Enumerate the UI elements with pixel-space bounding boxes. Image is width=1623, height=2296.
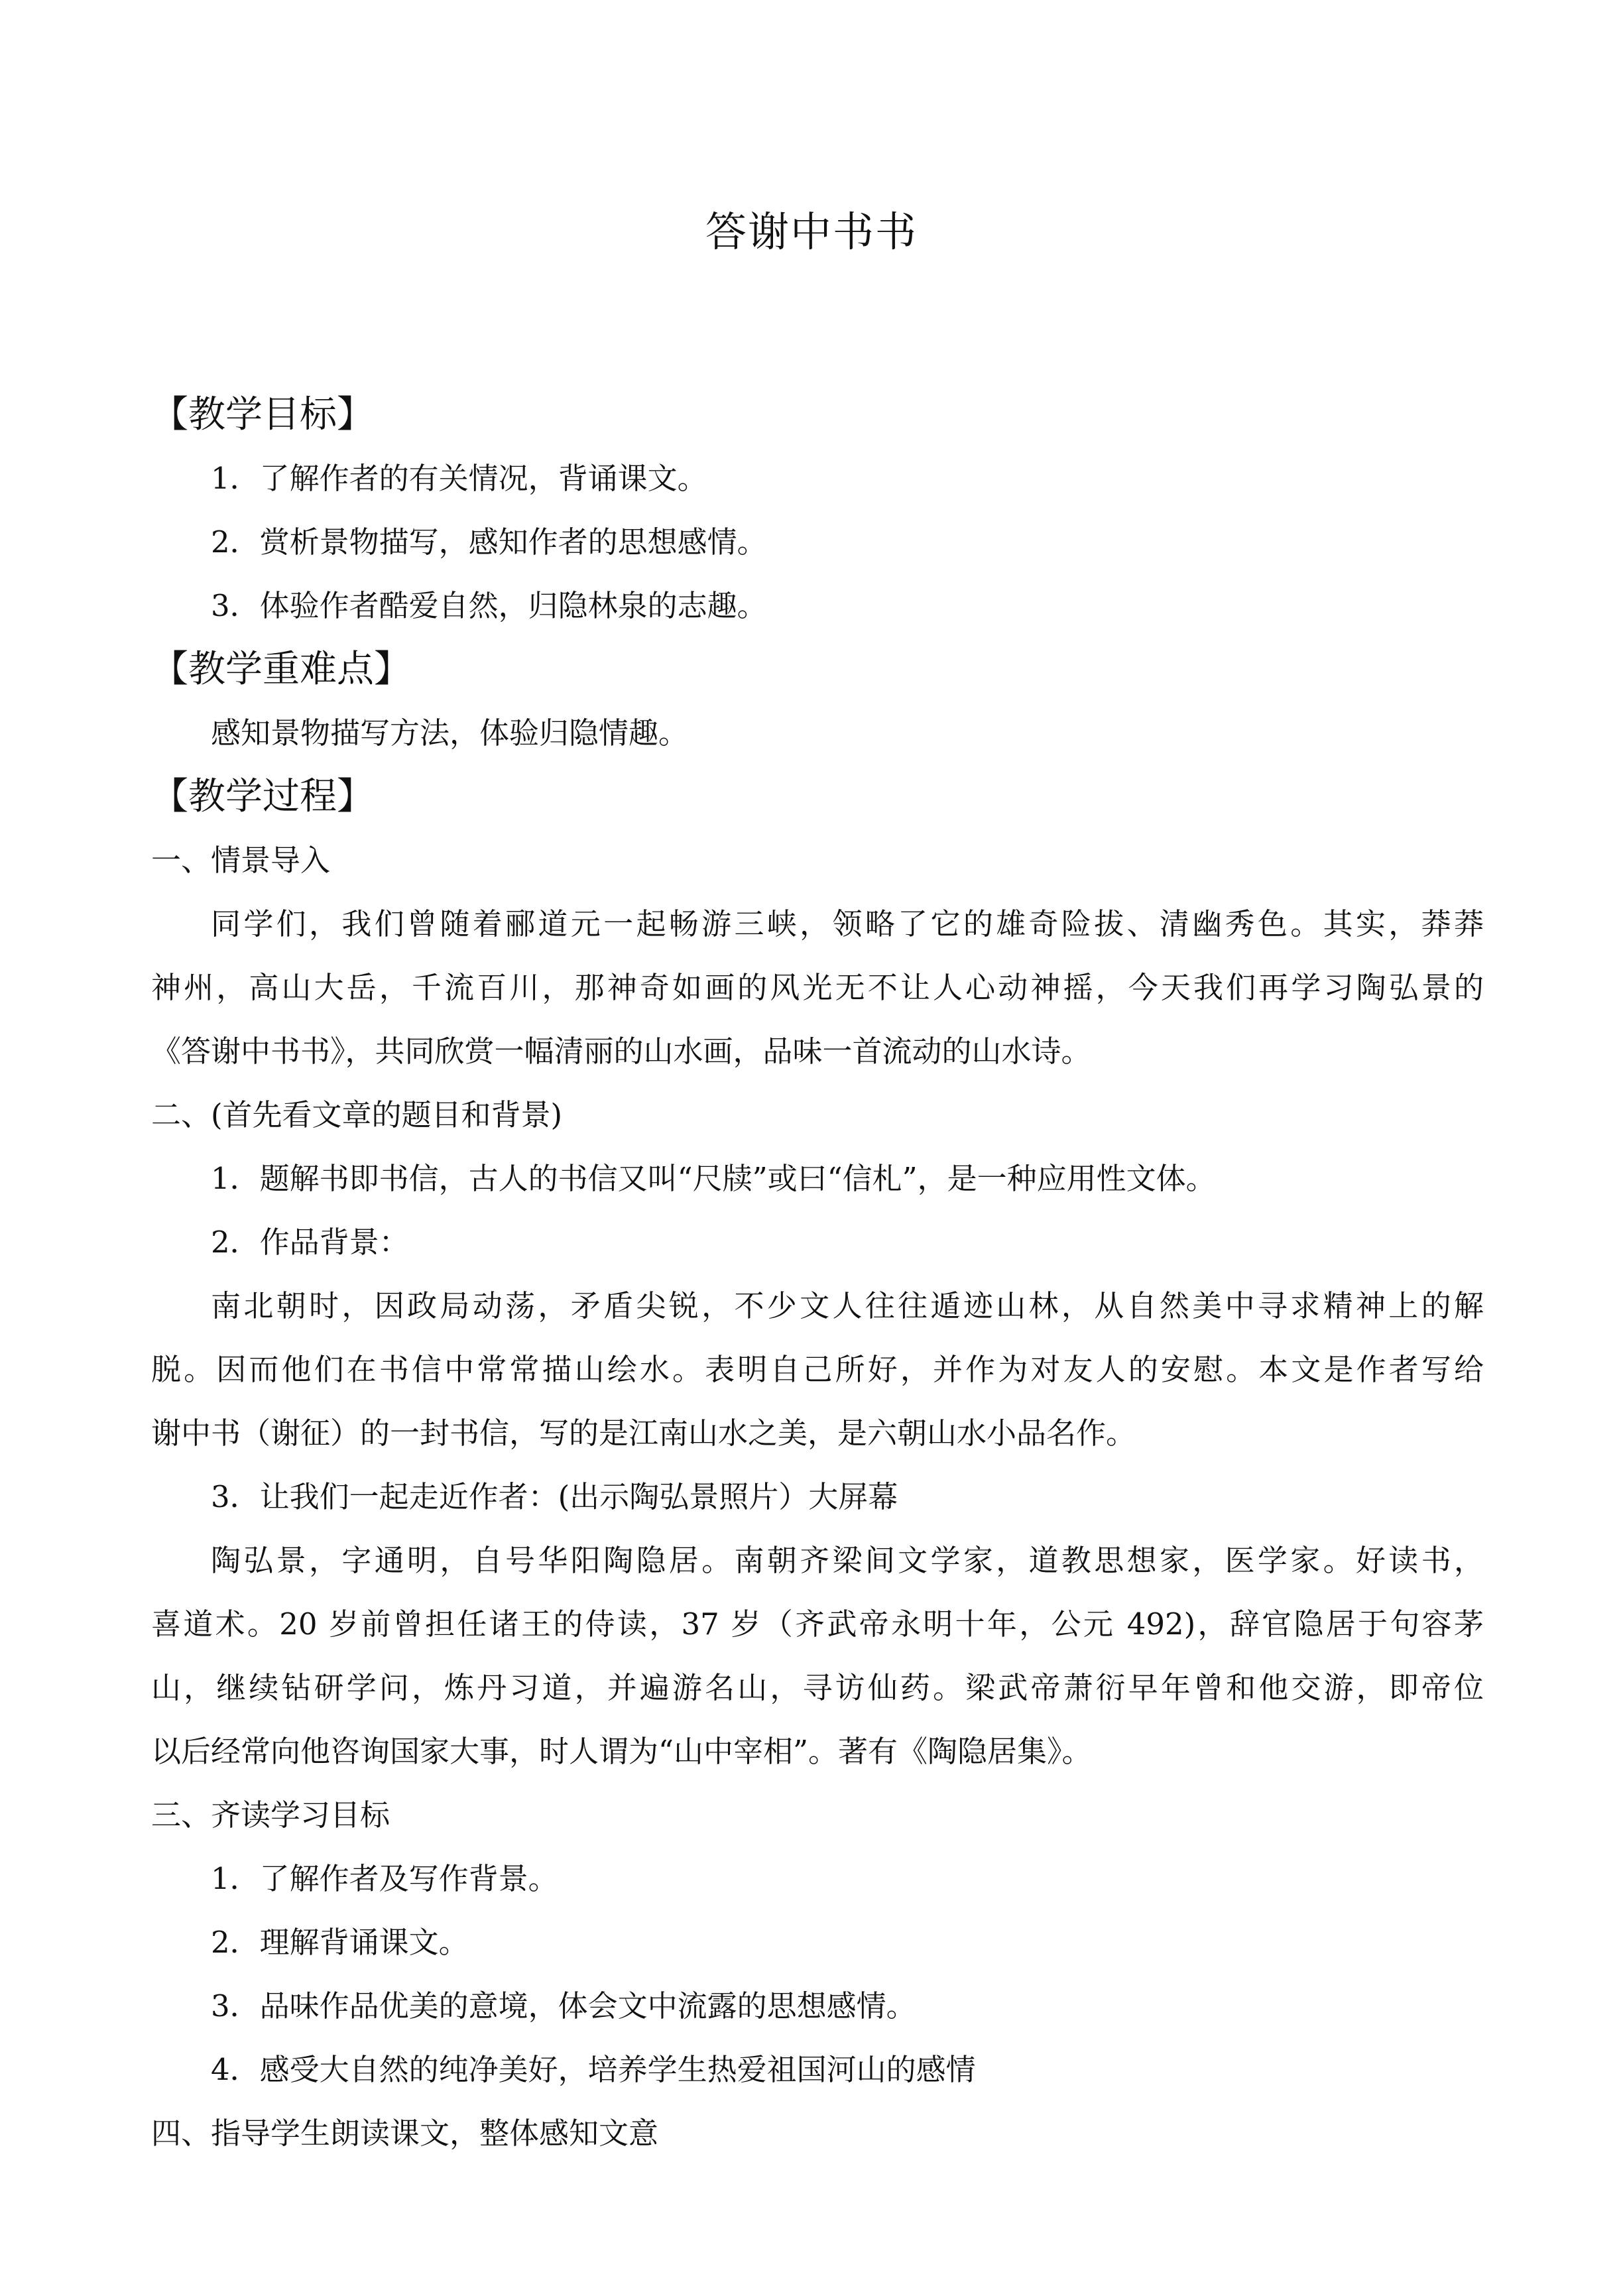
paragraph-line: 谢中书（谢征）的一封书信，写的是江南山水之美，是六朝山水小品名作。 (151, 1416, 1136, 1451)
document-body (151, 383, 1484, 2165)
goal-item: 2．赏析景物描写，感知作者的思想感情。 (211, 524, 767, 560)
reading-goal-item: 3．品味作品优美的意境，体会文中流露的思想感情。 (211, 1988, 916, 2024)
background-item: 3．让我们一起走近作者：(出示陶弘景照片）大屏幕 (211, 1479, 898, 1514)
section-heading-goals: 【教学目标】 (151, 393, 374, 436)
part-title-intro: 一、情景导入 (151, 843, 331, 878)
paragraph-line: 陶弘景，字通明，自号华阳陶隐居。南朝齐梁间文学家，道教思想家，医学家。好读书， (211, 1543, 1484, 1578)
paragraph-line: 南北朝时，因政局动荡，矛盾尖锐，不少文人往往遁迹山林，从自然美中寻求精神上的解 (211, 1288, 1484, 1323)
page-title: 答谢中书书 (705, 208, 918, 256)
background-item: 1．题解书即书信，古人的书信又叫“尺牍”或曰“信札”，是一种应用性文体。 (211, 1161, 1216, 1196)
goal-item: 1．了解作者的有关情况，背诵课文。 (211, 461, 707, 496)
paragraph-line: 山，继续钻研学问，炼丹习道，并遍游名山，寻访仙药。梁武帝萧衍早年曾和他交游，即帝位 (151, 1670, 1484, 1705)
paragraph-line: 同学们，我们曾随着郦道元一起畅游三峡，领略了它的雄奇险拔、清幽秀色。其实，莽莽 (211, 906, 1484, 941)
section-heading-process: 【教学过程】 (151, 775, 374, 818)
intro-paragraph (151, 892, 1484, 1083)
focus-text: 感知景物描写方法，体验归隐情趣。 (211, 715, 689, 751)
paragraph-line: 喜道术。20 岁前曾担任诸王的侍读，37 岁（齐武帝永明十年，公元 492)，辞官隐居于句容茅 (151, 1606, 1484, 1642)
goal-item: 3．体验作者酷爱自然，归隐林泉的志趣。 (211, 588, 767, 623)
paragraph-line: 神州，高山大岳，千流百川，那神奇如画的风光无不让人心动神摇，今天我们再学习陶弘景的 (151, 970, 1484, 1005)
part-title-background: 二、(首先看文章的题目和背景) (151, 1097, 563, 1132)
part-title-reading-guidance: 四、指导学生朗读课文，整体感知文意 (151, 2116, 659, 2151)
author-paragraph (151, 1529, 1484, 1783)
background-item: 2．作品背景： (211, 1225, 409, 1260)
reading-goal-item: 4．感受大自然的纯净美好，培养学生热爱祖国河山的感情 (211, 2052, 976, 2087)
paragraph-line: 脱。因而他们在书信中常常描山绘水。表明自己所好，并作为对友人的安慰。本文是作者写给 (151, 1352, 1484, 1387)
background-paragraph (151, 1274, 1484, 1465)
reading-goal-item: 2．理解背诵课文。 (211, 1925, 469, 1960)
paragraph-line: 以后经常向他咨询国家大事，时人谓为“山中宰相”。著有《陶隐居集》。 (151, 1734, 1092, 1769)
section-heading-focus: 【教学重难点】 (151, 648, 411, 691)
reading-goal-item: 1．了解作者及写作背景。 (211, 1861, 558, 1896)
part-title-goals-reading: 三、齐读学习目标 (151, 1797, 391, 1833)
paragraph-line: 《答谢中书书》，共同欣赏一幅清丽的山水画，品味一首流动的山水诗。 (151, 1034, 1091, 1069)
